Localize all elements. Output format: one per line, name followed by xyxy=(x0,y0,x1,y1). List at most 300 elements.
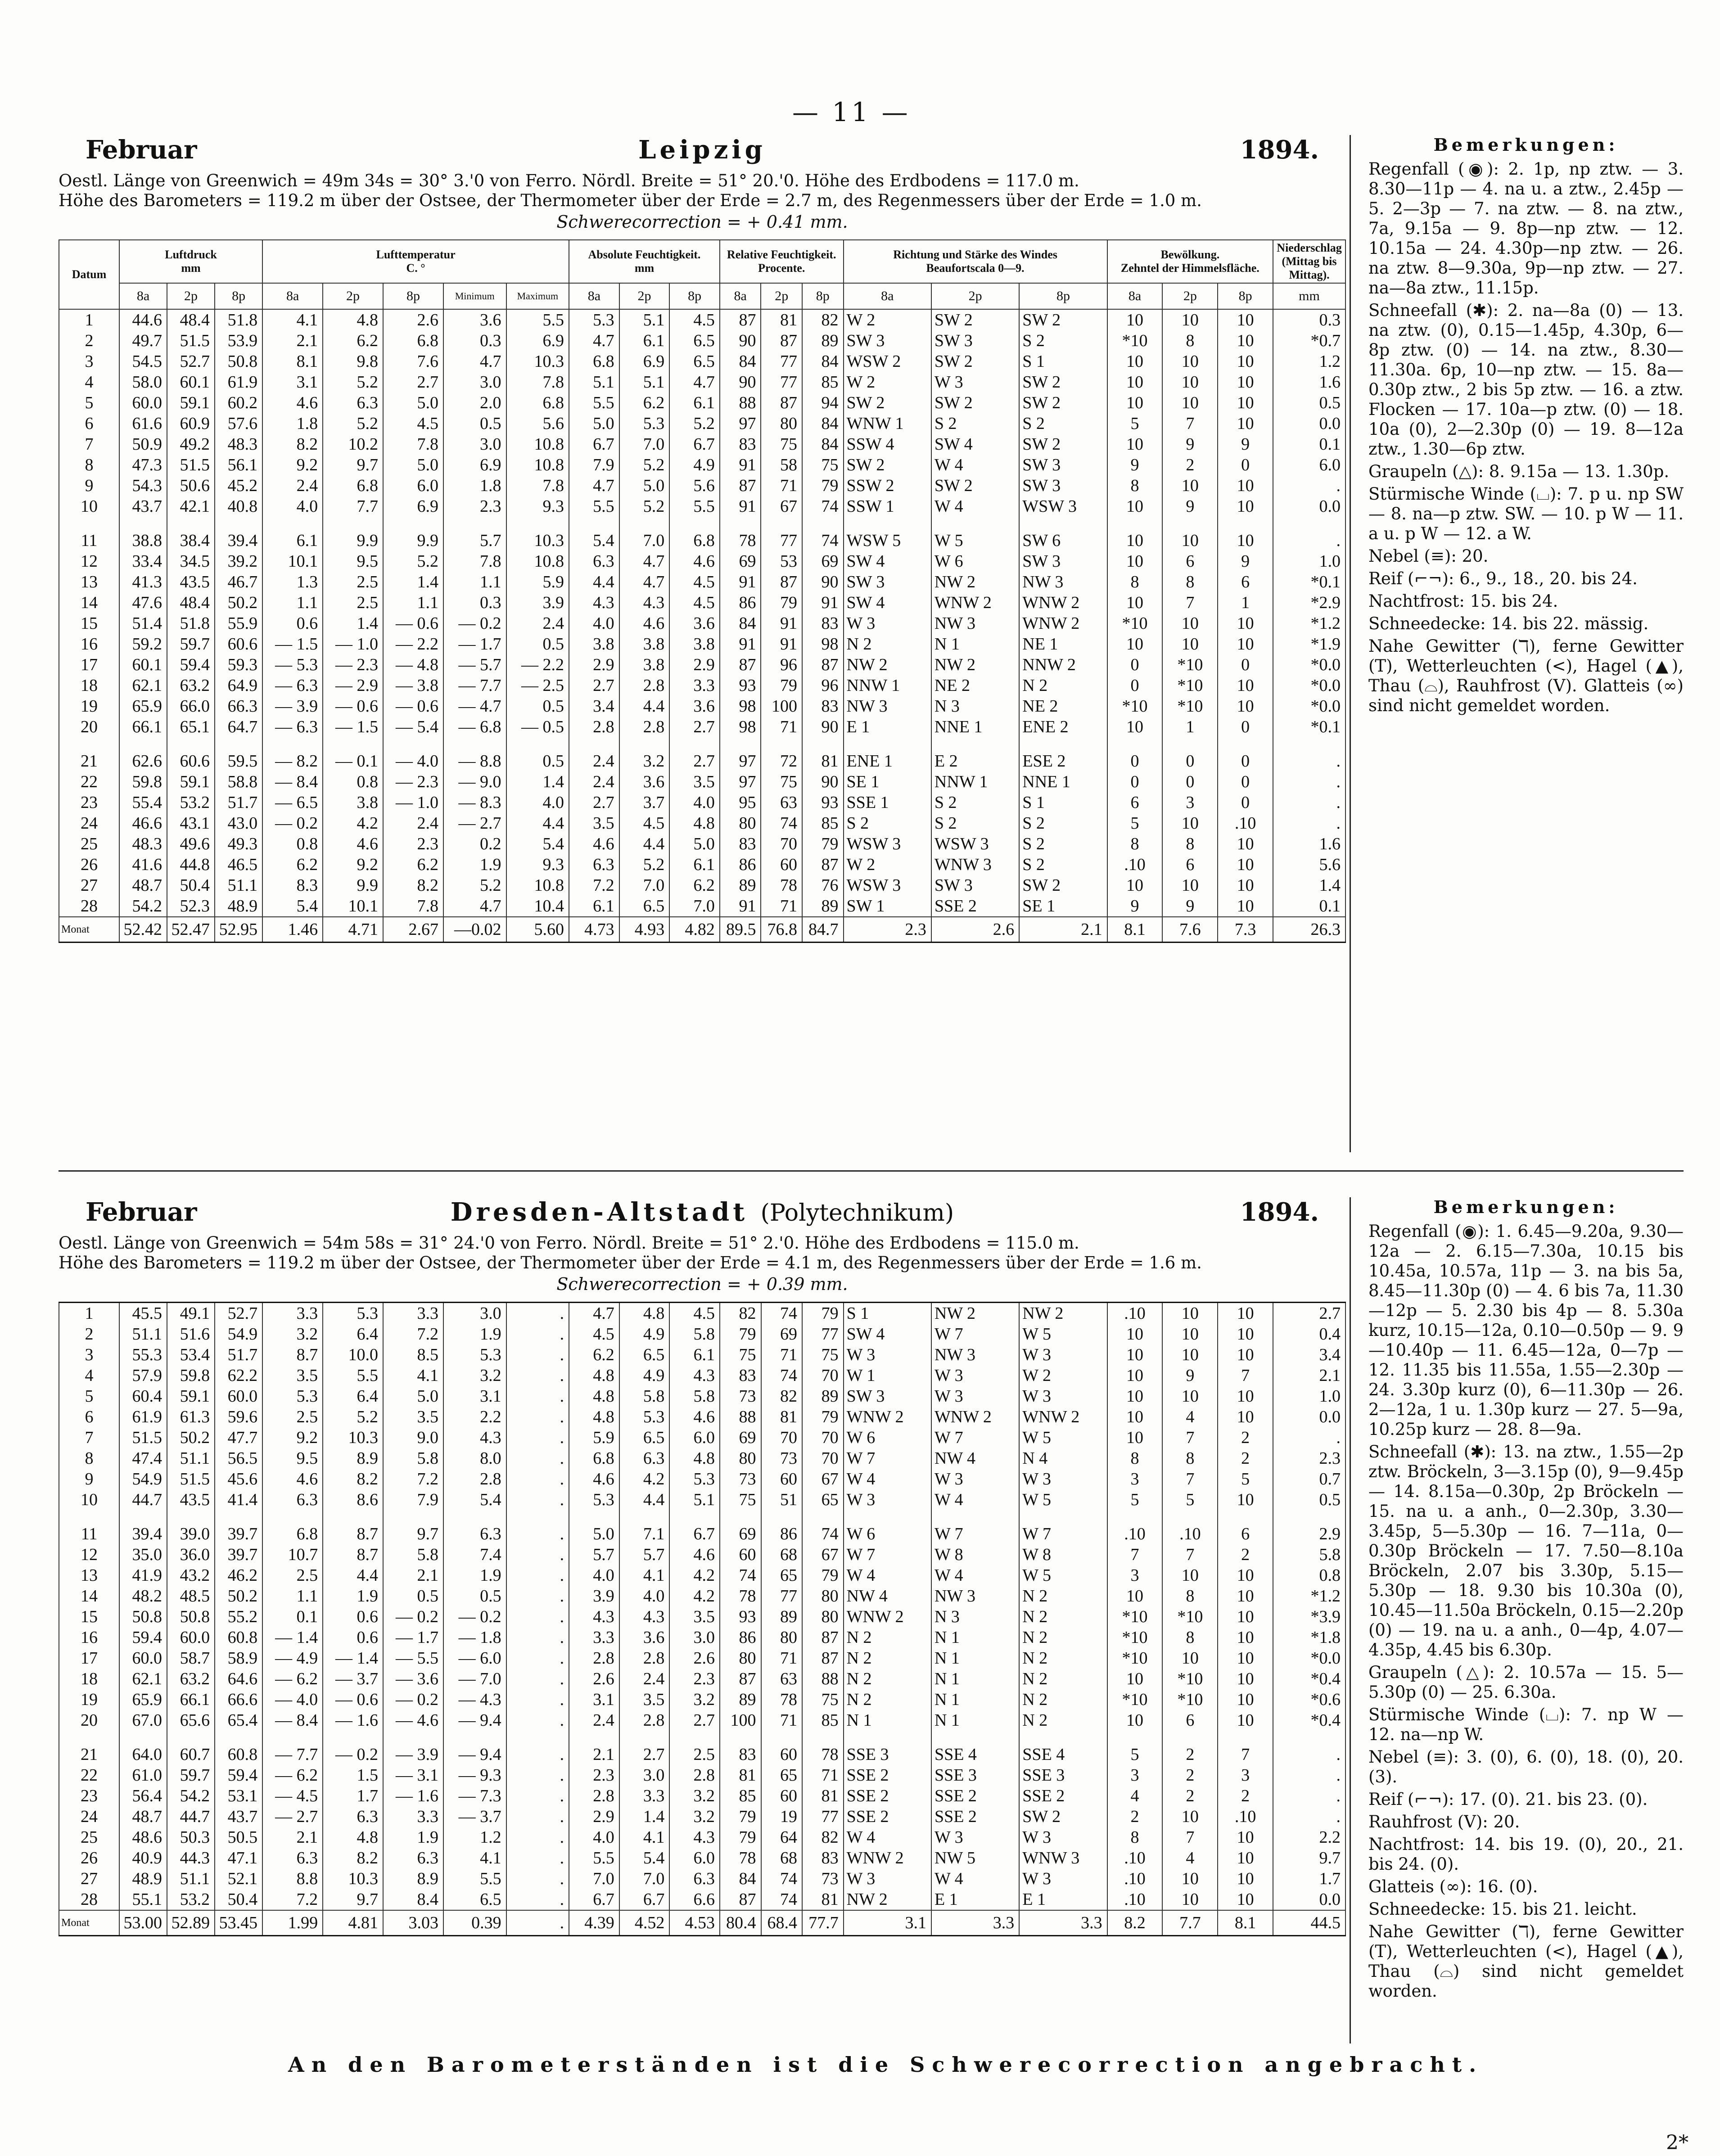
table-body xyxy=(59,309,1345,917)
spacer-cell xyxy=(262,1510,323,1524)
sub-8p: 8p xyxy=(669,283,720,309)
table-cell: 6.6 xyxy=(669,1889,720,1910)
table-cell: 53 xyxy=(761,551,802,572)
table-cell: NNW 1 xyxy=(844,675,931,696)
spacer-cell xyxy=(383,1731,443,1744)
table-cell: ESE 2 xyxy=(1019,751,1107,771)
table-cell: 41.3 xyxy=(119,572,167,592)
spacer-cell xyxy=(119,737,167,751)
table-cell: 1.4 xyxy=(323,613,383,634)
spacer-cell xyxy=(569,737,619,751)
table-cell: — 1.0 xyxy=(323,634,383,654)
table-cell: 1.3 xyxy=(262,572,323,592)
table-cell: *0.1 xyxy=(1273,717,1345,737)
table-cell: 3.5 xyxy=(262,1365,323,1386)
table-cell: W 3 xyxy=(931,1469,1019,1489)
table-cell: 87 xyxy=(802,1648,844,1669)
table-cell: 4.2 xyxy=(669,1565,720,1586)
table-cell: 5.5 xyxy=(569,392,619,413)
table-cell: 59.5 xyxy=(215,751,262,771)
table-cell: 56.5 xyxy=(215,1448,262,1469)
table-cell: 2.7 xyxy=(669,717,720,737)
table-cell: 10 xyxy=(1218,530,1273,551)
spacer-cell xyxy=(119,517,167,530)
table-row xyxy=(59,854,1345,875)
table-cell: 6.9 xyxy=(383,496,443,517)
day-cell: 4 xyxy=(59,372,119,392)
summary-cell: 52.47 xyxy=(167,917,215,943)
spacer-cell xyxy=(761,517,802,530)
table-cell: 1.9 xyxy=(443,1565,506,1586)
table-cell: WNW 3 xyxy=(931,854,1019,875)
table-cell: WNW 2 xyxy=(1019,613,1107,634)
table-cell: 83 xyxy=(802,696,844,717)
table-cell: 2.6 xyxy=(383,309,443,330)
table-cell: 83 xyxy=(802,613,844,634)
table-cell: W 3 xyxy=(1019,1344,1107,1365)
table-cell: 88 xyxy=(802,1669,844,1689)
table-cell: 4.1 xyxy=(262,309,323,330)
table-cell: 87 xyxy=(720,309,761,330)
table-cell: 3.8 xyxy=(569,634,619,654)
spacer-cell xyxy=(1019,517,1107,530)
table-cell: 51.7 xyxy=(215,1344,262,1365)
table-cell: 3 xyxy=(1218,1765,1273,1786)
table-cell: 0.5 xyxy=(443,413,506,434)
table-cell: SSE 2 xyxy=(844,1765,931,1786)
summary-cell: 2.67 xyxy=(383,917,443,943)
table-cell: 2 xyxy=(1218,1544,1273,1565)
monthly-summary-row xyxy=(59,917,1345,943)
summary-cell: . xyxy=(506,1910,569,1936)
table-cell: 10 xyxy=(1218,1586,1273,1606)
table-cell: 10 xyxy=(1162,1806,1218,1827)
table-row xyxy=(59,1710,1345,1731)
table-header xyxy=(59,240,1345,309)
table-cell: 41.9 xyxy=(119,1565,167,1586)
table-cell: 4.6 xyxy=(569,1469,619,1489)
spacer-cell xyxy=(323,737,383,751)
sub-minimum: Minimum xyxy=(443,283,506,309)
table-cell: 5.3 xyxy=(262,1386,323,1407)
gravity-correction: Schwerecorrection = + 0.39 mm. xyxy=(556,1274,848,1294)
table-cell: 8.2 xyxy=(323,1469,383,1489)
table-cell: 91 xyxy=(720,496,761,517)
table-cell: . xyxy=(506,1648,569,1669)
table-cell: 4.0 xyxy=(569,1827,619,1848)
day-cell: 13 xyxy=(59,572,119,592)
table-cell: 5.5 xyxy=(569,496,619,517)
table-cell: 2.3 xyxy=(443,496,506,517)
table-cell: 6.0 xyxy=(669,1427,720,1448)
table-cell: 5.2 xyxy=(619,496,670,517)
table-cell: 75 xyxy=(761,771,802,792)
spacer-cell xyxy=(931,737,1019,751)
sub-8a: 8a xyxy=(720,283,761,309)
table-cell: 59.1 xyxy=(167,392,215,413)
table-cell: 4.4 xyxy=(506,813,569,834)
table-cell: W 5 xyxy=(1019,1427,1107,1448)
table-cell: 51.1 xyxy=(119,1324,167,1344)
table-cell: *0.1 xyxy=(1273,572,1345,592)
summary-cell: 52.95 xyxy=(215,917,262,943)
table-row xyxy=(59,1427,1345,1448)
table-cell: 64.0 xyxy=(119,1744,167,1765)
table-cell: 5.3 xyxy=(323,1303,383,1324)
table-cell: 10 xyxy=(1218,372,1273,392)
table-row xyxy=(59,1744,1345,1765)
table-cell: 79 xyxy=(720,1827,761,1848)
table-cell: 0.5 xyxy=(506,751,569,771)
table-cell: 65.6 xyxy=(167,1710,215,1731)
table-cell: WNW 2 xyxy=(931,592,1019,613)
table-cell: 6.4 xyxy=(323,1386,383,1407)
table-cell: N 2 xyxy=(1019,1669,1107,1689)
table-cell: *0.0 xyxy=(1273,1648,1345,1669)
table-cell: 51.5 xyxy=(167,330,215,351)
table-cell: 2 xyxy=(1162,1765,1218,1786)
table-cell: SE 1 xyxy=(844,771,931,792)
table-cell: 90 xyxy=(802,572,844,592)
table-cell: . xyxy=(506,1786,569,1806)
table-cell: 2.4 xyxy=(569,771,619,792)
table-cell: *10 xyxy=(1107,1689,1163,1710)
table-cell: — 4.9 xyxy=(262,1648,323,1669)
table-cell: 3.2 xyxy=(669,1689,720,1710)
table-cell: 6.1 xyxy=(619,330,670,351)
table-cell: 5.1 xyxy=(619,372,670,392)
table-cell: 8.2 xyxy=(323,1848,383,1868)
table-cell: 46.5 xyxy=(215,854,262,875)
table-cell: 79 xyxy=(802,834,844,854)
table-cell: 7.0 xyxy=(569,1868,619,1889)
table-cell: NW 2 xyxy=(931,654,1019,675)
summary-cell: 3.1 xyxy=(844,1910,931,1936)
spacer-cell xyxy=(720,1510,761,1524)
table-cell: 1.1 xyxy=(383,592,443,613)
table-cell: 2 xyxy=(1162,1786,1218,1806)
table-row xyxy=(59,1827,1345,1848)
day-cell: 28 xyxy=(59,896,119,917)
table-cell: 69 xyxy=(761,1324,803,1344)
table-cell: 2.5 xyxy=(262,1565,323,1586)
spacer-cell xyxy=(215,1731,262,1744)
table-cell: 50.2 xyxy=(215,1586,262,1606)
table-cell: S 2 xyxy=(931,813,1019,834)
table-cell: 58.0 xyxy=(119,372,167,392)
table-row xyxy=(59,1848,1345,1868)
table-cell: 67 xyxy=(802,1544,844,1565)
row-spacer xyxy=(59,1731,1345,1744)
table-cell: 0 xyxy=(1218,654,1273,675)
table-cell: 6.0 xyxy=(669,1848,720,1868)
table-cell: NW 3 xyxy=(1019,572,1107,592)
station-height-info: Höhe des Barometers = 119.2 m über der Ostsee, der Thermometer über der Erde = 2.7 m, des Regenmessers über der Erde = 1.0 m. xyxy=(59,191,1202,210)
table-cell: SSW 4 xyxy=(844,434,931,455)
table-cell: 42.1 xyxy=(167,496,215,517)
table-cell: .10 xyxy=(1107,1889,1163,1910)
table-cell: W 4 xyxy=(931,1489,1019,1510)
table-cell: 58.8 xyxy=(215,771,262,792)
table-cell: 0.8 xyxy=(323,771,383,792)
table-cell: NW 2 xyxy=(844,654,931,675)
table-cell: 74 xyxy=(761,1303,803,1324)
table-cell: 10 xyxy=(1218,1386,1273,1407)
table-cell: 54.5 xyxy=(119,351,167,372)
table-cell: — 5.3 xyxy=(262,654,323,675)
table-cell: 10.3 xyxy=(506,351,569,372)
table-cell: 3 xyxy=(1107,1565,1163,1586)
table-cell: W 5 xyxy=(1019,1489,1107,1510)
table-cell: 33.4 xyxy=(119,551,167,572)
table-cell: *2.9 xyxy=(1273,592,1345,613)
table-row xyxy=(59,875,1345,896)
table-cell: 4.5 xyxy=(669,309,720,330)
table-cell: 5.7 xyxy=(619,1544,670,1565)
table-cell: 1.1 xyxy=(443,572,506,592)
station-dresden xyxy=(59,1197,1346,1936)
col-bewoelkung: Bewölkung. Zehntel der Himmelsfläche. xyxy=(1107,240,1273,283)
table-cell: 52.1 xyxy=(215,1868,262,1889)
table-cell: 5.0 xyxy=(619,475,670,496)
table-cell: 4.9 xyxy=(619,1365,670,1386)
summary-cell: 1.99 xyxy=(262,1910,323,1936)
table-cell: 53.2 xyxy=(167,792,215,813)
table-cell: — 4.0 xyxy=(383,751,443,771)
table-cell: 51.1 xyxy=(167,1448,215,1469)
table-cell: 75 xyxy=(720,1344,761,1365)
table-cell: 7 xyxy=(1218,1744,1273,1765)
table-cell: *0.7 xyxy=(1273,330,1345,351)
table-cell: 43.7 xyxy=(119,496,167,517)
table-cell: 10 xyxy=(1162,1889,1218,1910)
table-cell: 44.3 xyxy=(167,1848,215,1868)
table-cell: 60 xyxy=(720,1544,761,1565)
table-cell: 5.2 xyxy=(443,875,506,896)
table-cell: 5.0 xyxy=(383,455,443,475)
table-cell: 6.3 xyxy=(262,1848,323,1868)
table-cell: ENE 2 xyxy=(1019,717,1107,737)
table-cell: 57.6 xyxy=(215,413,262,434)
table-cell: 7.9 xyxy=(569,455,619,475)
table-cell: — 0.2 xyxy=(323,1744,383,1765)
table-cell: *1.9 xyxy=(1273,634,1345,654)
table-cell: S 2 xyxy=(1019,330,1107,351)
table-cell: 10 xyxy=(1218,875,1273,896)
summary-cell: 89.5 xyxy=(720,917,761,943)
table-cell: — 4.5 xyxy=(262,1786,323,1806)
table-cell: 6.5 xyxy=(443,1889,506,1910)
table-cell: 73 xyxy=(720,1469,761,1489)
day-cell: 12 xyxy=(59,1544,119,1565)
table-cell: 3.6 xyxy=(669,613,720,634)
spacer-cell xyxy=(569,1510,619,1524)
sub-8p: 8p xyxy=(383,283,443,309)
table-cell: E 1 xyxy=(931,1889,1019,1910)
table-cell: — 0.2 xyxy=(383,1606,443,1627)
table-cell: . xyxy=(506,1627,569,1648)
table-cell: 5.2 xyxy=(619,854,670,875)
table-cell: NNE 1 xyxy=(931,717,1019,737)
spacer-cell xyxy=(119,1510,167,1524)
table-cell: 2 xyxy=(1162,1744,1218,1765)
table-cell: 6.2 xyxy=(323,330,383,351)
table-cell: 2.1 xyxy=(262,330,323,351)
table-cell: — 2.2 xyxy=(506,654,569,675)
table-cell: 90 xyxy=(802,717,844,737)
table-cell: 65.1 xyxy=(167,717,215,737)
table-cell: 62.6 xyxy=(119,751,167,771)
table-cell: 59.4 xyxy=(167,654,215,675)
station-leipzig xyxy=(59,135,1346,943)
table-cell: 50.6 xyxy=(167,475,215,496)
day-cell: 25 xyxy=(59,1827,119,1848)
spacer-cell xyxy=(669,737,720,751)
table-cell: S 2 xyxy=(1019,813,1107,834)
table-cell: 78 xyxy=(720,1586,761,1606)
table-cell: 7 xyxy=(1107,1544,1163,1565)
spacer-cell xyxy=(1107,517,1163,530)
table-cell: SW 2 xyxy=(931,475,1019,496)
table-cell: SW 3 xyxy=(844,330,931,351)
table-cell: NE 2 xyxy=(931,675,1019,696)
table-cell: W 6 xyxy=(844,1524,931,1544)
table-cell: 4.6 xyxy=(669,551,720,572)
table-cell: . xyxy=(1273,1806,1345,1827)
table-cell: 6.8 xyxy=(669,530,720,551)
table-cell: 4.4 xyxy=(619,1489,670,1510)
table-cell: 10 xyxy=(1218,675,1273,696)
table-cell: 10 xyxy=(1218,1889,1273,1910)
table-cell: 77 xyxy=(761,351,802,372)
table-cell: 47.3 xyxy=(119,455,167,475)
table-cell: 66.1 xyxy=(119,717,167,737)
table-cell: 4.3 xyxy=(443,1427,506,1448)
table-row xyxy=(59,1889,1345,1910)
table-cell: WNW 3 xyxy=(1019,1848,1107,1868)
table-row xyxy=(59,675,1345,696)
summary-cell: 7.7 xyxy=(1162,1910,1218,1936)
table-cell: . xyxy=(1273,792,1345,813)
table-row xyxy=(59,896,1345,917)
spacer-cell xyxy=(802,517,844,530)
table-cell: 81 xyxy=(802,751,844,771)
notes-list xyxy=(1368,159,1684,716)
table-cell: 7.9 xyxy=(383,1489,443,1510)
table-cell: 90 xyxy=(720,372,761,392)
day-cell: 6 xyxy=(59,1407,119,1427)
table-cell: 9 xyxy=(1162,496,1218,517)
day-cell: 15 xyxy=(59,613,119,634)
table-cell: 48.7 xyxy=(119,875,167,896)
table-cell: 9.2 xyxy=(262,1427,323,1448)
table-cell: 91 xyxy=(761,613,802,634)
table-cell: . xyxy=(506,1324,569,1344)
table-cell: 2.8 xyxy=(669,1765,720,1786)
table-cell: 2.9 xyxy=(669,654,720,675)
table-cell: .10 xyxy=(1218,1806,1273,1827)
table-cell: 4.4 xyxy=(619,834,670,854)
table-row xyxy=(59,351,1345,372)
table-cell: 51.6 xyxy=(167,1324,215,1344)
table-cell: 10 xyxy=(1218,613,1273,634)
table-cell: 2.1 xyxy=(569,1744,619,1765)
table-cell: 10 xyxy=(1218,1689,1273,1710)
table-cell: 82 xyxy=(802,1827,844,1848)
table-cell: — 9.3 xyxy=(443,1765,506,1786)
col-rel-feuchtigkeit: Relative Feuchtigkeit. Procente. xyxy=(720,240,844,283)
table-cell: 5.4 xyxy=(506,834,569,854)
spacer-cell xyxy=(1019,1731,1107,1744)
table-cell: 1.0 xyxy=(1273,1386,1345,1407)
table-cell: 49.2 xyxy=(167,434,215,455)
table-cell: 4.3 xyxy=(619,1606,670,1627)
table-cell: 10.2 xyxy=(323,434,383,455)
table-cell: 4.5 xyxy=(669,592,720,613)
table-cell: *10 xyxy=(1107,1627,1163,1648)
table-cell: 39.4 xyxy=(119,1524,167,1544)
sub-2p: 2p xyxy=(323,283,383,309)
table-cell: 51.1 xyxy=(215,875,262,896)
table-cell: . xyxy=(506,1689,569,1710)
table-cell: *10 xyxy=(1162,654,1218,675)
table-cell: 50.8 xyxy=(215,351,262,372)
day-cell: 16 xyxy=(59,634,119,654)
summary-cell: 4.73 xyxy=(569,917,619,943)
spacer-cell xyxy=(506,1731,569,1744)
column-divider xyxy=(1350,135,1351,1152)
table-cell: 59.7 xyxy=(167,1765,215,1786)
table-cell: 9.0 xyxy=(383,1427,443,1448)
table-cell: 58.9 xyxy=(215,1648,262,1669)
table-cell: 80 xyxy=(761,1627,803,1648)
table-cell: 5.1 xyxy=(619,309,670,330)
table-cell: 2.7 xyxy=(669,1710,720,1731)
table-cell: W 4 xyxy=(931,496,1019,517)
table-cell: 2.8 xyxy=(569,1786,619,1806)
table-cell: 45.2 xyxy=(215,475,262,496)
table-cell: 83 xyxy=(802,1848,844,1868)
table-cell: . xyxy=(506,1848,569,1868)
summary-cell: 53.45 xyxy=(215,1910,262,1936)
table-cell: 50.9 xyxy=(119,434,167,455)
table-row xyxy=(59,572,1345,592)
table-cell: — 1.6 xyxy=(323,1710,383,1731)
table-cell: 2 xyxy=(1162,455,1218,475)
table-cell: 49.6 xyxy=(167,834,215,854)
note-entry: Nahe Gewitter (ℸ), ferne Gewitter (T), Wetterleuchten (<), Hagel (▲), Thau (⌓), Rauhfrost (V). Glatteis (∞) sind nicht gemeldet worden. xyxy=(1368,636,1684,715)
table-cell: 10 xyxy=(1107,634,1163,654)
sub-2p: 2p xyxy=(1162,283,1218,309)
spacer-cell xyxy=(323,517,383,530)
spacer-cell xyxy=(167,517,215,530)
spacer-cell xyxy=(506,737,569,751)
table-cell: 60.0 xyxy=(119,392,167,413)
col-abs-feuchtigkeit: Absolute Feuchtigkeit. mm xyxy=(569,240,720,283)
col-niederschlag: Niederschlag (Mittag bis Mittag). xyxy=(1273,240,1345,283)
day-cell: 8 xyxy=(59,455,119,475)
table-cell: 2.7 xyxy=(669,751,720,771)
table-cell: — 3.7 xyxy=(443,1806,506,1827)
table-cell: 9.8 xyxy=(323,351,383,372)
table-cell: 10 xyxy=(1218,834,1273,854)
spacer-cell xyxy=(59,737,119,751)
day-cell: 23 xyxy=(59,1786,119,1806)
day-cell: 20 xyxy=(59,1710,119,1731)
station-title-row xyxy=(59,135,1346,171)
notes-leipzig xyxy=(1368,135,1684,718)
summary-cell: —0.02 xyxy=(443,917,506,943)
